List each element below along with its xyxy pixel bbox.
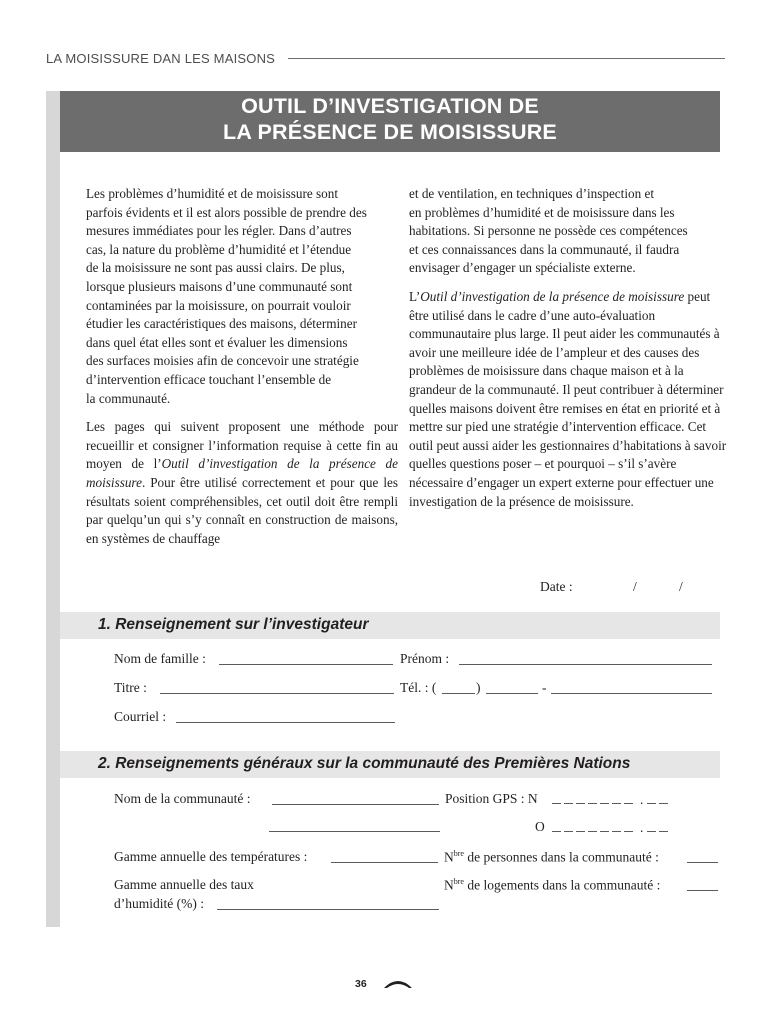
community-name-label: Nom de la communauté : [114, 791, 251, 806]
phone-label: Tél. : ( [400, 680, 437, 695]
firstname-field[interactable] [459, 664, 712, 665]
surname-field[interactable] [219, 664, 393, 665]
page-number: 36 [355, 978, 367, 990]
text-line: lorsque plusieurs maisons d’une communauté sont [86, 278, 353, 294]
text-line: en problèmes d’humidité et de moisissure dans les [409, 204, 675, 220]
text-line: habitations. Si personne ne possède ces compétences [409, 223, 688, 239]
section-1-title: 1. Renseignement sur l’investigateur [98, 616, 369, 633]
gps-west-field[interactable] [552, 819, 671, 837]
text-line: envisager d’engager un spécialiste externe. [409, 260, 636, 276]
running-head-rule [288, 58, 725, 59]
tool-name-italic: Outil d’investigation de la présence de moisissure [420, 288, 685, 304]
intro-paragraph-4 [409, 288, 727, 511]
text-line: dans quel état elles sont et évaluer les dimensions [86, 334, 348, 350]
text-line: et ces connaissances dans la communauté, il faudra [409, 241, 680, 257]
community-name-field-line-2[interactable] [269, 831, 440, 832]
text-line: contaminées par la moisissure, on pourrait vouloir [86, 297, 351, 313]
persons-count-field[interactable] [687, 862, 718, 863]
gps-north-field[interactable] [552, 791, 671, 809]
text-line: mesures immédiates pour les régler. Dans d’autres [86, 223, 352, 239]
date-label: Date : [540, 579, 573, 594]
running-head: LA MOISISSURE DAN LES MAISONS [46, 51, 276, 66]
text-line: de la moisissure ne sont pas aussi clairs. De plus, [86, 260, 345, 276]
temperature-range-field[interactable] [331, 862, 438, 863]
gps-north-label: Position GPS : N [445, 791, 538, 806]
title-label: Titre : [114, 680, 147, 695]
surname-label: Nom de famille : [114, 651, 206, 666]
page-title-line-2: LA PRÉSENCE DE MOISISSURE [223, 120, 557, 144]
intro-paragraph-1 [86, 185, 398, 408]
humidity-range-label-line-2: d’humidité (%) : [114, 896, 204, 911]
title-field[interactable] [160, 693, 394, 694]
date-separator: / [633, 579, 637, 594]
intro-left-column [86, 185, 398, 548]
text-line: parfois évidents et il est alors possible de prendre des [86, 204, 367, 220]
gps-west-label: O [535, 819, 545, 834]
text-run: . Pour être utilisé correctement et pour que les résultats soient compréhensibles, cet outil doit être rempli par quelqu’un qui s’y connaît en construction de maisons, en systèmes de chauffage [86, 474, 398, 546]
persons-count-label: $N^{bre}$ de personnes dans la communauté : [444, 849, 659, 865]
text-line: la communauté. [86, 390, 171, 406]
gps-decimal-point: . [640, 820, 644, 835]
dwellings-count-field[interactable] [687, 890, 718, 891]
text-run: L’ [409, 288, 421, 304]
gps-decimal-point: . [640, 792, 644, 807]
firstname-label: Prénom : [400, 651, 450, 666]
email-label: Courriel : [114, 709, 167, 724]
intro-paragraph-3 [409, 185, 727, 278]
text-line: étudier les caractéristiques des maisons, déterminer [86, 316, 357, 332]
page-title-line-1: OUTIL D’INVESTIGATION DE [241, 94, 539, 118]
tool-name-italic: Outil d’investigation de la présence de moisissure [86, 456, 398, 490]
up-chevron-icon[interactable] [382, 976, 414, 990]
humidity-range-label-line-1: Gamme annuelle des taux [114, 877, 254, 892]
phone-number-field[interactable] [551, 693, 712, 694]
phone-area-code-field[interactable] [442, 693, 475, 694]
text-line: Les problèmes d’humidité et de moisissure sont [86, 186, 338, 201]
community-name-field[interactable] [272, 804, 439, 805]
text-line: et de ventilation, en techniques d’inspection et [409, 186, 654, 201]
humidity-range-field[interactable] [217, 909, 439, 910]
temperature-range-label: Gamme annuelle des températures : [114, 849, 308, 864]
text-run: Les pages qui suivent proposent une méthode pour recueillir et consigner l’information requise à cette fin au moyen de l’ [86, 419, 398, 472]
date-separator: / [679, 579, 683, 594]
left-margin-bar [46, 91, 60, 927]
phone-prefix-field[interactable] [486, 693, 538, 694]
intro-paragraph-2 [86, 418, 398, 548]
phone-dash: - [542, 680, 547, 695]
email-field[interactable] [176, 722, 395, 723]
text-line: des surfaces moisies afin de concevoir une stratégie [86, 353, 359, 369]
text-run: peut être utilisé dans le cadre d’une auto-évaluation communautaire plus large. Il peut aider les communautés à avoir une meilleure idée de l’ampleur et des causes des problèmes de moisissure dans chaque maison et à la grandeur de la communauté. Il peut contribuer à déterminer quelles maisons doivent être remises en état en priorité et à mettre sur pied une stratégie d’intervention efficace. Cet outil peut aussi aider les gestionnaires d’habitations à savoir quelles questions poser – et pourquoi – s’il s’avère nécessaire d’engager un expert externe pour effectuer une investigation de la présence de moisissure. [409, 288, 727, 509]
text-line: d’intervention efficace touchant l’ensemble de [86, 371, 332, 387]
dwellings-count-label: $N^{bre}$ de logements dans la communauté : [444, 877, 661, 893]
phone-close-paren: ) [476, 680, 481, 695]
text-line: cas, la nature du problème d’humidité et l’étendue [86, 241, 352, 257]
intro-right-column [409, 185, 727, 511]
section-2-title: 2. Renseignements généraux sur la communauté des Premières Nations [98, 755, 631, 772]
